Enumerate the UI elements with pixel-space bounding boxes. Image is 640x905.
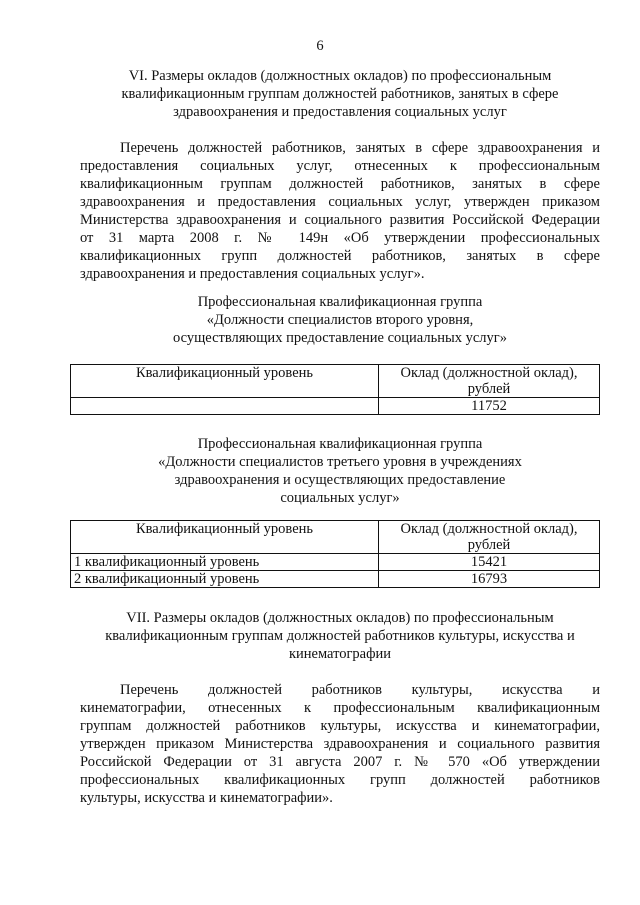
- section-7-heading: [80, 609, 600, 663]
- paragraph-line: от 31 марта 2008 г. № 149н «Об утверждении профессиональных: [80, 230, 600, 246]
- paragraph-line: Перечень должностей работников культуры, искусства и: [120, 682, 600, 698]
- section-6-heading-line: VI. Размеры окладов (должностных окладов) по профессиональным: [128, 68, 552, 84]
- paragraph-line: предоставления социальных услуг, отнесенных к профессиональным: [80, 158, 600, 174]
- header-salary-line: Оклад (должностной оклад),: [400, 365, 578, 381]
- header-salary-line: рублей: [467, 381, 511, 397]
- salary-cell: 16793: [379, 571, 600, 588]
- table-row: [71, 398, 600, 415]
- paragraph-line: профессиональных квалификационных групп должностей работников: [80, 772, 600, 788]
- header-level-cell: Квалификационный уровень: [71, 365, 379, 398]
- salary-table-group-1: [70, 364, 600, 415]
- section-7-paragraph: [80, 681, 600, 807]
- level-cell: 2 квалификационный уровень: [71, 571, 379, 588]
- paragraph-line: Перечень должностей работников, занятых в сфере здравоохранения и: [120, 140, 600, 156]
- paragraph-line: кинематографии, отнесенных к профессиональным квалификационным: [80, 700, 600, 716]
- paragraph-line: культуры, искусства и кинематографии».: [80, 790, 333, 806]
- paragraph-line: утвержден приказом Министерства здравоохранения и социального развития: [80, 736, 600, 752]
- group-title-line: «Должности специалистов второго уровня,: [206, 312, 474, 328]
- paragraph-line: квалификационным группам должностей работников, занятых в сфере: [80, 176, 600, 192]
- section-7-heading-line: VII. Размеры окладов (должностных окладов) по профессиональным: [126, 610, 554, 626]
- paragraph-line: Министерства здравоохранения и социального развития Российской Федерации: [80, 212, 600, 228]
- level-cell: [71, 398, 379, 415]
- header-salary-line: рублей: [467, 537, 511, 553]
- section-6-heading-line: здравоохранения и предоставления социальных услуг: [173, 104, 507, 120]
- section-6-paragraph: [80, 139, 600, 283]
- section-6-heading: [80, 67, 600, 121]
- group-title-line: Профессиональная квалификационная группа: [197, 436, 483, 452]
- group-2-title: [80, 435, 600, 507]
- section-7-heading-line: кинематографии: [288, 646, 392, 662]
- level-cell: 1 квалификационный уровень: [71, 554, 379, 571]
- header-salary-line: Оклад (должностной оклад),: [400, 521, 578, 537]
- group-title-line: здравоохранения и осуществляющих предоставление: [174, 472, 506, 488]
- group-title-line: Профессиональная квалификационная группа: [197, 294, 483, 310]
- salary-cell: 15421: [379, 554, 600, 571]
- header-salary-cell: [379, 521, 600, 554]
- group-1-title: [80, 293, 600, 347]
- salary-cell: 11752: [379, 398, 600, 415]
- section-7-heading-line: квалификационным группам должностей работников культуры, искусства и: [105, 628, 575, 644]
- paragraph-line: Российской Федерации от 31 августа 2007 г. № 570 «Об утверждении: [80, 754, 600, 770]
- paragraph-line: здравоохранения и предоставления социальных услуг».: [80, 266, 425, 282]
- page-number: 6: [316, 38, 324, 54]
- table-row: [71, 554, 600, 571]
- paragraph-line: квалификационных групп должностей работников, занятых в сфере: [80, 248, 600, 264]
- table-header-row: [71, 521, 600, 554]
- section-6-heading-line: квалификационным группам должностей работников, занятых в сфере: [121, 86, 559, 102]
- table-row: [71, 571, 600, 588]
- paragraph-line: группам должностей работников культуры, искусства и кинематографии,: [80, 718, 600, 734]
- group-title-line: социальных услуг»: [280, 490, 400, 506]
- salary-table-group-2: [70, 520, 600, 588]
- header-level-cell: Квалификационный уровень: [71, 521, 379, 554]
- group-title-line: осуществляющих предоставление социальных услуг»: [173, 330, 507, 346]
- table-header-row: [71, 365, 600, 398]
- header-salary-cell: [379, 365, 600, 398]
- paragraph-line: здравоохранения и предоставления социальных услуг, утвержден приказом: [80, 194, 600, 210]
- group-title-line: «Должности специалистов третьего уровня в учреждениях: [158, 454, 522, 470]
